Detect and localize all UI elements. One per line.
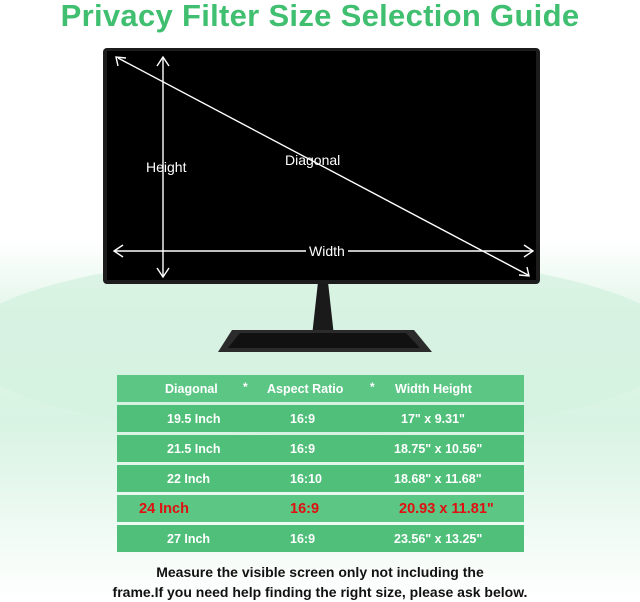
monitor-base-top: [228, 333, 420, 348]
row-aspect-ratio: 16:9: [290, 501, 320, 517]
monitor-neck: [312, 282, 334, 336]
row-diagonal: 21.5 Inch: [167, 442, 221, 456]
table-row: [117, 435, 524, 462]
row-size: 20.93 x 11.81": [399, 501, 494, 517]
note-line-2: frame.If you need help finding the right size, please ask below.: [112, 584, 528, 600]
row-aspect-ratio: 16:9: [290, 442, 316, 456]
header-width-height: Width Height: [395, 382, 472, 396]
header-separator: *: [370, 380, 375, 394]
table-header-row: [117, 375, 524, 402]
table-row: [117, 405, 524, 432]
width-label: Width: [306, 243, 348, 259]
table-row: [117, 465, 524, 492]
row-aspect-ratio: 16:10: [290, 472, 322, 486]
row-size: 18.68" x 11.68": [394, 472, 482, 486]
page-title: Privacy Filter Size Selection Guide: [60, 0, 580, 33]
header-separator: *: [243, 380, 248, 394]
row-aspect-ratio: 16:9: [290, 532, 316, 546]
table-row-highlighted: [117, 495, 524, 522]
height-label: Height: [146, 159, 187, 175]
note-line-1: Measure the visible screen only not including the: [156, 564, 484, 580]
row-aspect-ratio: 16:9: [290, 412, 316, 426]
row-diagonal: 19.5 Inch: [167, 412, 221, 426]
header-aspect-ratio: Aspect Ratio: [267, 382, 344, 396]
row-size: 23.56" x 13.25": [394, 532, 483, 546]
row-diagonal: 24 Inch: [139, 501, 189, 517]
table-row: [117, 525, 524, 552]
row-diagonal: 27 Inch: [167, 532, 211, 546]
size-table: [117, 375, 524, 555]
diagonal-label: Diagonal: [285, 152, 341, 168]
row-size: 17" x 9.31": [401, 412, 465, 426]
row-size: 18.75" x 10.56": [394, 442, 483, 456]
row-diagonal: 22 Inch: [167, 472, 211, 486]
measurement-note: [0, 562, 640, 602]
header-diagonal: Diagonal: [165, 382, 218, 396]
